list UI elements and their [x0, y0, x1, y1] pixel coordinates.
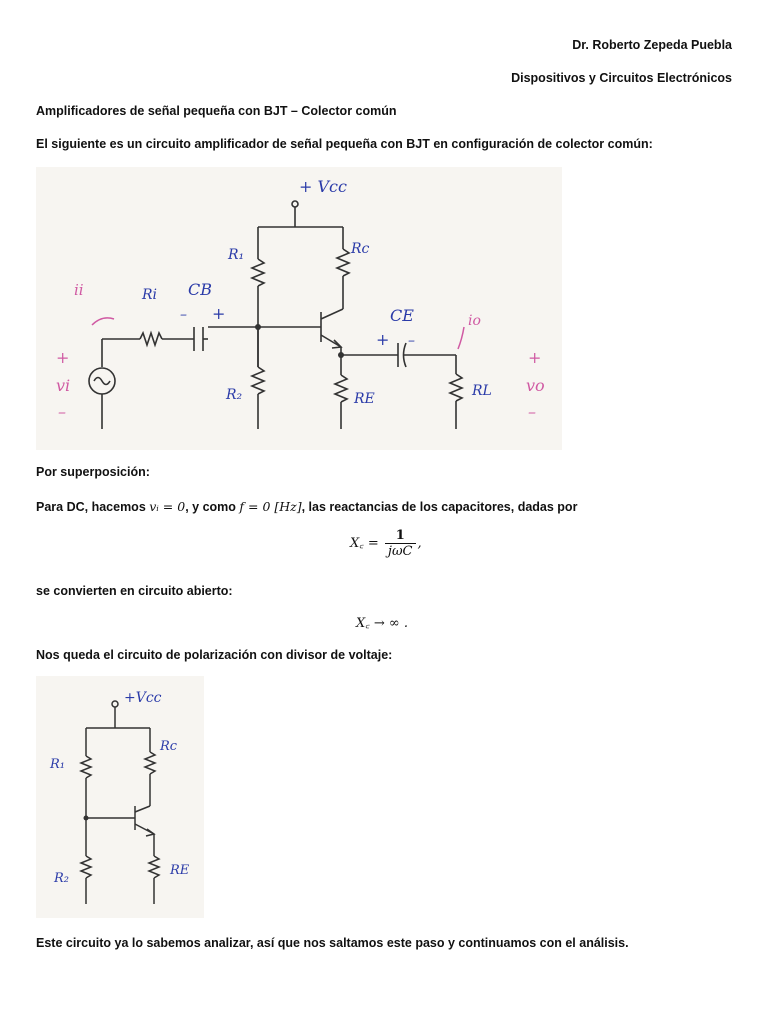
vi-label: vi: [56, 376, 71, 395]
bias-base-node: [84, 816, 89, 821]
f-zero-eq: f = 0 [Hz]: [239, 499, 302, 514]
closing-paragraph: Este circuito ya lo sabemos analizar, así que nos saltamos este paso y continuamos con el análisis.: [36, 936, 629, 950]
base-node: [255, 324, 261, 330]
superposition-heading: Por superposición:: [36, 465, 150, 479]
io-label: io: [468, 313, 481, 329]
rc-label: Rc: [351, 241, 370, 257]
reactance-denominator: jωC: [387, 544, 413, 559]
bias-rc-label: Rc: [160, 739, 178, 754]
course-name: Dispositivos y Circuitos Electrónicos: [511, 71, 732, 85]
reactance-lhs: X꜀ =: [350, 536, 379, 551]
bias-vcc-label: +Vcc: [124, 690, 162, 706]
vo-minus-sign: –: [528, 402, 536, 421]
bias-r1-label: R₁: [50, 757, 65, 772]
author-name: Dr. Roberto Zepeda Puebla: [572, 38, 732, 52]
rl-label: RL: [472, 383, 492, 399]
dc-text-a: Para DC, hacemos: [36, 500, 150, 514]
ii-label: ii: [74, 281, 84, 299]
reactance-comma: ,: [417, 536, 422, 551]
dc-paragraph: [36, 499, 577, 514]
vo-plus-sign: +: [528, 348, 542, 367]
cb-label: CB: [188, 280, 212, 299]
ri-label: Ri: [142, 287, 158, 303]
vo-label: vo: [526, 376, 545, 395]
cc-amplifier-schematic: [36, 167, 562, 450]
open-circuit-text: se convierten en circuito abierto:: [36, 584, 233, 598]
vi-zero-eq: vᵢ = 0: [149, 499, 186, 514]
bias-circuit-figure: [36, 676, 204, 918]
reactance-equation: [350, 528, 422, 559]
vi-plus-sign: +: [56, 348, 70, 367]
re-label: RE: [354, 391, 375, 407]
cb-plus-sign: +: [212, 304, 226, 323]
dc-text-c: , las reactancias de los capacitores, dadas por: [301, 500, 578, 514]
ce-plus-sign: +: [376, 330, 390, 349]
reactance-fraction: [385, 528, 416, 559]
intro-paragraph: El siguiente es un circuito amplificador de señal pequeña con BJT en configuración de colector común:: [36, 137, 653, 151]
reactance-numerator: 1: [385, 528, 416, 544]
cb-minus-sign: –: [180, 307, 187, 323]
vcc-label: + Vcc: [299, 177, 347, 196]
dc-text-b: , y como: [185, 500, 240, 514]
infinite-reactance-equation: X꜀ → ∞ .: [356, 616, 409, 631]
vi-minus-sign: –: [58, 402, 66, 421]
bias-r2-label: R₂: [54, 871, 69, 886]
ce-label: CE: [390, 306, 414, 325]
emitter-node: [338, 352, 344, 358]
r1-label: R₁: [228, 247, 245, 263]
section-title: Amplificadores de señal pequeña con BJT – Colector común: [36, 104, 397, 118]
cc-amplifier-figure: [36, 167, 562, 450]
ce-minus-sign: –: [408, 333, 415, 349]
r2-label: R₂: [226, 387, 243, 403]
bias-circuit-text: Nos queda el circuito de polarización con divisor de voltaje:: [36, 648, 393, 662]
bias-re-label: RE: [170, 863, 190, 878]
bias-circuit-schematic: [36, 676, 204, 918]
